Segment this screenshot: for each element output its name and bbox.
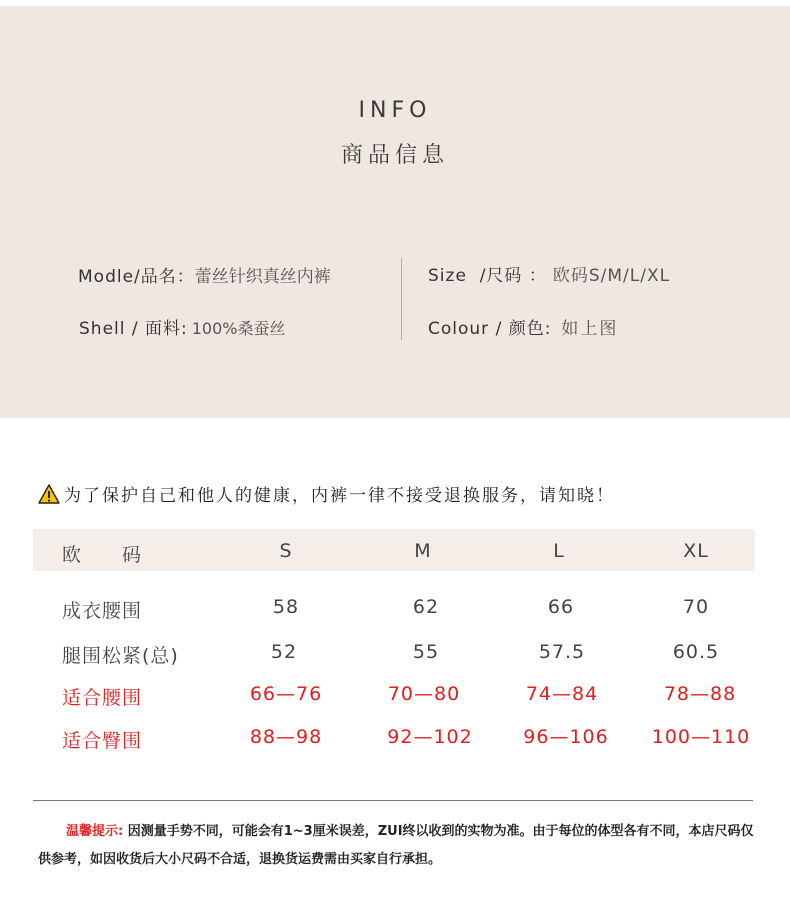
spec-model-label: Modle/品名： <box>78 267 195 287</box>
row-value: 52 <box>270 641 298 663</box>
spec-divider <box>401 258 402 340</box>
row-value: 66 <box>547 596 575 618</box>
size-table-header-label: 欧 码 <box>62 544 143 566</box>
spec-model <box>78 262 331 287</box>
spec-size <box>428 261 670 286</box>
tip-label: 温馨提示: <box>66 824 124 839</box>
info-subtitle: 商品信息 <box>340 143 449 168</box>
size-table-header-xl: XL <box>683 540 709 562</box>
row-value: 100—110 <box>651 726 751 748</box>
size-table-header-m: M <box>414 540 432 562</box>
spec-colour <box>428 314 618 339</box>
row-value: 96—106 <box>523 726 609 748</box>
spec-colour-value: 如上图 <box>561 319 619 339</box>
row-value: 55 <box>412 641 440 663</box>
row-label: 适合腰围 <box>62 687 143 709</box>
row-value: 70 <box>682 596 710 618</box>
row-label: 腿围松紧(总) <box>62 645 179 667</box>
spec-shell <box>79 314 285 339</box>
row-value: 70—80 <box>387 683 461 705</box>
row-value: 92—102 <box>387 726 473 748</box>
tip-divider <box>33 800 753 801</box>
notice <box>38 481 615 509</box>
row-value: 60.5 <box>672 641 720 663</box>
row-value: 58 <box>272 596 300 618</box>
info-panel <box>0 6 790 418</box>
row-value: 74—84 <box>525 683 599 705</box>
info-title: INFO <box>358 98 432 123</box>
spec-shell-value: 100%桑蚕丝 <box>191 319 286 338</box>
row-label: 适合臀围 <box>62 730 143 752</box>
tip <box>38 818 758 874</box>
row-value: 78—88 <box>663 683 737 705</box>
spec-colour-label: Colour / 颜色: <box>428 319 552 339</box>
row-value: 66—76 <box>249 683 323 705</box>
row-value: 88—98 <box>249 726 323 748</box>
row-label: 成衣腰围 <box>62 600 143 622</box>
spec-size-label: Size /尺码 ： <box>428 266 547 286</box>
spec-size-value: 欧码S/M/L/XL <box>552 266 671 286</box>
row-value: 57.5 <box>538 641 586 663</box>
tip-text: 因测量手势不同，可能会有1~3厘米误差，ZUI终以收到的实物为准。由于每位的体型各有不同，本店尺码仅供参考，如因收货后大小尺码不合适，退换货运费需由买家自行承担。 <box>38 824 754 867</box>
row-value: 62 <box>412 596 440 618</box>
notice-text: 为了保护自己和他人的健康，内裤一律不接受退换服务，请知晓！ <box>64 486 615 506</box>
spec-shell-label: Shell / 面料: <box>79 319 188 339</box>
warning-icon <box>38 484 60 509</box>
spec-model-value: 蕾丝针织真丝内裤 <box>194 267 331 287</box>
size-table-header-s: S <box>279 540 293 562</box>
size-table-header-l: L <box>553 540 565 562</box>
